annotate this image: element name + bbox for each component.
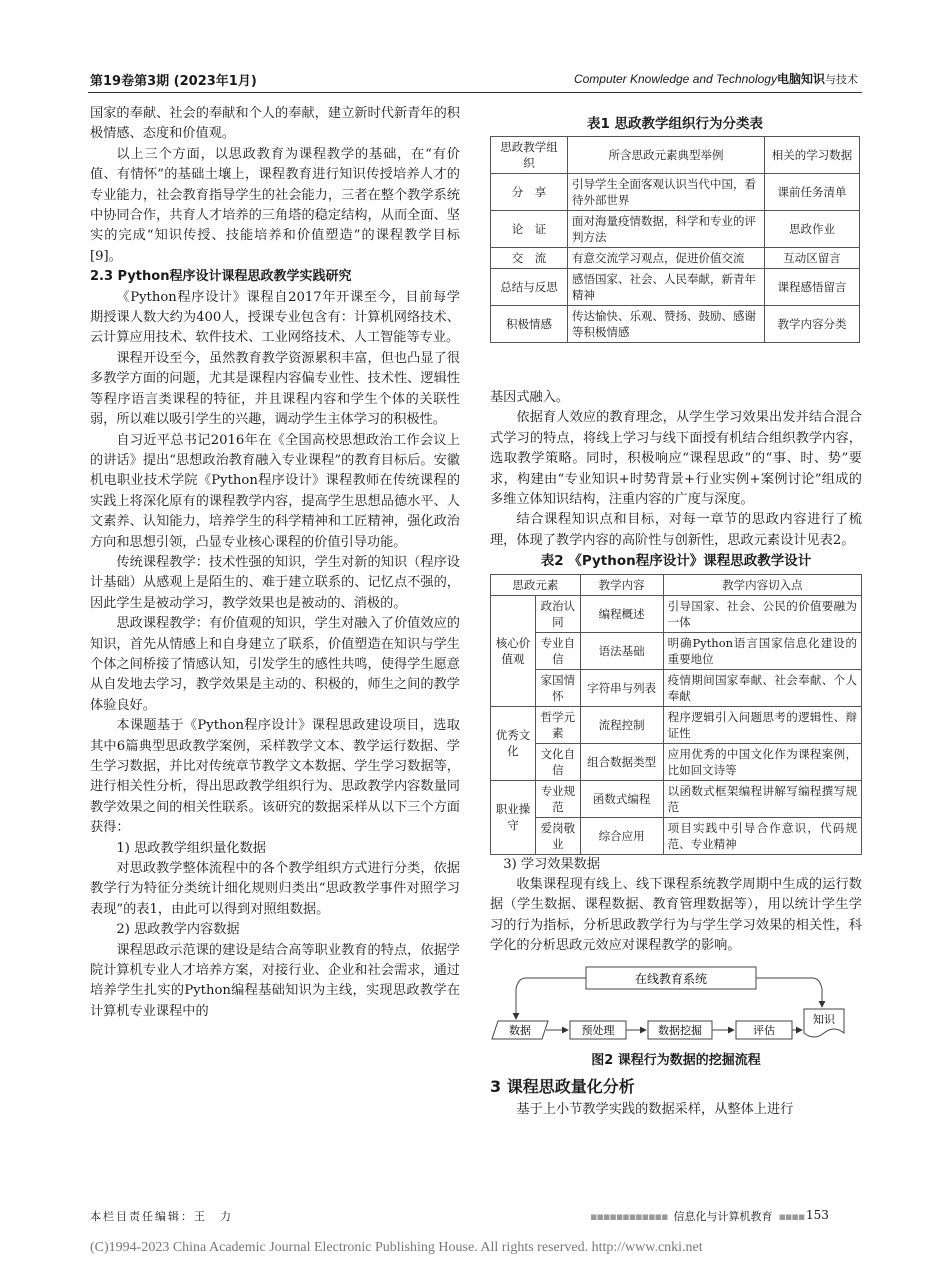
table-cell: 教学内容分类 — [765, 306, 860, 343]
subheading: 2) 思政教学内容数据 — [116, 922, 240, 938]
table-cell: 函数式编程 — [580, 780, 663, 817]
issue-info: 第19卷第3期 (2023年1月) — [90, 74, 257, 89]
table-cell: 哲学元素 — [536, 706, 581, 743]
table1 — [490, 136, 860, 343]
table-cell: 专业规范 — [536, 780, 581, 817]
group-cell: 职业操守 — [491, 780, 536, 854]
table1-caption: 表1 思政教学组织行为分类表 — [586, 116, 764, 132]
table-cell: 明确Python语言国家信息化建设的重要地位 — [663, 632, 861, 669]
figure2-caption: 图2 课程行为数据的挖掘流程 — [591, 1052, 761, 1068]
dot-leader: ▪▪▪▪ — [778, 1210, 805, 1223]
right-column — [490, 388, 862, 1120]
table-cell: 引导学生全面客观认识当代中国，看待外部世界 — [568, 174, 765, 211]
table-cell: 面对海量疫情数据，科学和专业的评判方法 — [568, 211, 765, 248]
paragraph: 传统课程教学：技术性强的知识，学生对新的知识（程序设计基础）从感观上是陌生的、难于建立联系的、记忆点不强的，因此学生是被动学习，教学效果也是被动的、消极的。 — [90, 554, 460, 611]
paragraph: 本课题基于《Python程序设计》课程思政建设项目，选取其中6篇典型思政教学案例，采样教学文本、教学运行数据、学生学习数据，并比对传统章节教学文本数据、学生学习数据等，进行相关性分析，得出思政教学组织行为、思政教学内容数量同教学效果之间的相关性联系。该研究的数据采样从以下三个方面获得： — [90, 718, 460, 836]
table-cell: 综合应用 — [580, 817, 663, 854]
paragraph: 基因式融入。 — [490, 390, 570, 405]
svg-text:预处理: 预处理 — [581, 1023, 615, 1037]
table-header: 思政元素 — [491, 574, 581, 595]
table2-caption: 表2 《Python程序设计》课程思政教学设计 — [540, 553, 812, 570]
table-cell: 字符串与列表 — [580, 669, 663, 706]
svg-text:数据: 数据 — [509, 1023, 531, 1037]
table-cell: 政治认同 — [536, 595, 581, 632]
journal-name-cn: 电脑知识 — [776, 72, 825, 86]
table-cell: 互动区留言 — [765, 248, 860, 269]
svg-text:数据挖掘: 数据挖掘 — [658, 1023, 702, 1037]
paragraph: 结合课程知识点和目标，对每一章节的思政内容进行了梳理，体现了教学内容的高阶性与创新性，思政元素设计见表2。 — [490, 512, 862, 548]
paragraph: 依据育人效应的教育理念，从学生学习效果出发并结合混合式学习的特点，将线上学习与线下面授有机结合组织教学内容，选取教学策略。同时，积极响应“课程思政”的“事、时、势”要求，构建由“专业知识+时势背景+行业实例+案例讨论”组成的多维立体知识结构，注重内容的广度与深度。 — [490, 410, 862, 508]
paragraph: 《Python程序设计》课程自2017年开课至今，目前每学期授课人数大约为400人，授课专业包含有：计算机网络技术、云计算应用技术、软件技术、工业网络技术、人工智能等专业。 — [90, 289, 460, 346]
table-header: 教学内容切入点 — [663, 574, 861, 595]
column-editor: 本栏目责任编辑：王 力 — [90, 1210, 233, 1223]
section-heading-2-3: 2.3 Python程序设计课程思政教学实践研究 — [90, 269, 352, 285]
table-row — [491, 306, 860, 343]
table-cell: 疫情期间国家奉献、社会奉献、个人奉献 — [663, 669, 861, 706]
table-cell: 交 流 — [491, 248, 568, 269]
dot-leader: ▪▪▪▪▪▪▪▪▪▪▪▪ — [590, 1210, 668, 1223]
table-cell: 有意交流学习观点，促进价值交流 — [568, 248, 765, 269]
table-row — [491, 706, 862, 743]
paragraph: 课程思政示范课的建设是结合高等职业教育的特点，依据学院计算机专业人才培养方案，对接行业、企业和社会需求，通过培养学生扎实的Python编程基础知识为主线，实现思政教学在计算机专业课程中的 — [90, 942, 460, 1019]
table-row — [491, 780, 862, 817]
paragraph: 基于上小节教学实践的数据采样，从整体上进行 — [516, 1101, 794, 1117]
table-row — [491, 632, 862, 669]
group-cell: 优秀文化 — [491, 706, 536, 780]
table-cell: 课前任务清单 — [765, 174, 860, 211]
table-row — [491, 248, 860, 269]
table-cell: 编程概述 — [580, 595, 663, 632]
journal-name-tail: 与技术 — [825, 74, 858, 86]
paragraph: 思政课程教学：有价值观的知识，学生对融入了价值效应的知识，首先从情感上和自身建立了联系，价值塑造在知识与学生个体之间桥接了情感认知，引发学生的感性共鸣，使得学生愿意从自发地去学习，教学效果是主动的、积极的，师生之间的教学体验良好。 — [90, 616, 460, 713]
page-number: 153 — [806, 1208, 829, 1222]
journal-name-en: Computer Knowledge and Technology — [573, 72, 777, 86]
table-row — [491, 817, 862, 854]
footer-section — [590, 1208, 810, 1224]
section-heading-3: 3 课程思政量化分析 — [490, 1077, 635, 1097]
table-cell: 分 享 — [491, 174, 568, 211]
table-cell: 专业自信 — [536, 632, 581, 669]
table-row — [491, 743, 862, 780]
table-row — [491, 211, 860, 248]
paragraph: 国家的奉献、社会的奉献和个人的奉献，建立新时代新青年的积极情感、态度和价值观。 — [90, 106, 460, 142]
online-system-label: 在线教育系统 — [634, 971, 708, 986]
table-cell: 家国情怀 — [536, 669, 581, 706]
svg-text:评估: 评估 — [753, 1023, 775, 1037]
subheading: 3) 学习效果数据 — [503, 856, 601, 872]
table-cell: 项目实践中引导合作意识，代码规范、专业精神 — [663, 817, 861, 854]
table-cell: 爱岗敬业 — [536, 817, 581, 854]
table-cell: 以函数式框架编程讲解写编程撰写规范 — [663, 780, 861, 817]
figure2 — [490, 963, 862, 1049]
left-column — [90, 104, 460, 1022]
table-cell: 文化自信 — [536, 743, 581, 780]
table-header: 相关的学习数据 — [765, 137, 860, 174]
table-header: 思政教学组织 — [491, 137, 568, 174]
paragraph: 自习近平总书记2016年在《全国高校思想政治工作会议上的讲话》提出“思想政治教育融入专业课程”的教育目标后。安徽机电职业技术学院《Python程序设计》课程教师在传统课程的实践上将深化原有的课程教学内容，提高学生思想品德水平、人文素养、认知能力，培养学生的科学精神和工匠精神，强化政治方向和思想引领，凸显专业核心课程的价值引导功能。 — [90, 432, 460, 550]
flow-diagram — [490, 963, 862, 1049]
table-cell: 论 证 — [491, 211, 568, 248]
subheading: 1) 思政教学组织量化数据 — [116, 840, 266, 856]
copyright-line: (C)1994-2023 China Academic Journal Electronic Publishing House. All rights reserved. http://www.cnki.net — [90, 1240, 703, 1255]
table-cell: 课程感悟留言 — [765, 269, 860, 306]
table2 — [490, 574, 862, 855]
paragraph: 收集课程现有线上、线下课程系统教学周期中生成的运行数据（学生数据、课程数据、教育管理数据等），用以统计学生学习的行为指标，分析思政教学行为与学生学习效果的相关性，科学化的分析思政元效应对课程教学的影响。 — [490, 877, 862, 954]
table-cell: 引导国家、社会、公民的价值要融为一体 — [663, 595, 861, 632]
svg-text:知识: 知识 — [813, 1012, 835, 1026]
paragraph: 以上三个方面，以思政教育为课程教学的基础，在“有价值、有情怀”的基础土壤上，课程教育进行知识传授培养人才的专业能力，社会教育指导学生的社会能力，三者在整个教学系统中协同合作，共育人才培养的三角塔的稳定结构，从而全面、坚实的完成“知识传授、技能培养和价值塑造”的课程教学目标[9]。 — [90, 146, 460, 264]
table-cell: 积极情感 — [491, 306, 568, 343]
table-cell: 总结与反思 — [491, 269, 568, 306]
table-row — [491, 669, 862, 706]
paragraph: 课程开设至今，虽然教育教学资源累积丰富，但也凸显了很多教学方面的问题，尤其是课程内容偏专业性、技术性、逻辑性等程序语言类课程的特征，并且课程内容和学生个体的关联性弱，所以难以吸引学生的兴趣，调动学生主体学习的积极性。 — [90, 350, 460, 428]
table-header: 所含思政元素典型举例 — [568, 137, 765, 174]
group-cell: 核心价值观 — [491, 595, 536, 706]
table-row — [491, 269, 860, 306]
table-cell: 应用优秀的中国文化作为课程案例，比如回文诗等 — [663, 743, 861, 780]
table-header: 教学内容 — [580, 574, 663, 595]
table-cell: 传达愉快、乐观、赞扬、鼓励、感谢等积极情感 — [568, 306, 765, 343]
journal-name — [574, 70, 858, 87]
table-cell: 语法基础 — [580, 632, 663, 669]
table-cell: 组合数据类型 — [580, 743, 663, 780]
table-row — [491, 595, 862, 632]
table-cell: 思政作业 — [765, 211, 860, 248]
table-cell: 程序逻辑引入问题思考的逻辑性、辩证性 — [663, 706, 861, 743]
paragraph: 对思政教学整体流程中的各个教学组织方式进行分类，依据教学行为特征分类统计细化规则归类出“思政教学事件对照学习表现”的表1，由此可以得到对照组数据。 — [90, 861, 460, 917]
table-row — [491, 174, 860, 211]
table-cell: 感悟国家、社会、人民奉献，新青年精神 — [568, 269, 765, 306]
header-rule — [88, 92, 862, 93]
footer-section-label: 信息化与计算机教育 — [673, 1210, 773, 1223]
table-cell: 流程控制 — [580, 706, 663, 743]
